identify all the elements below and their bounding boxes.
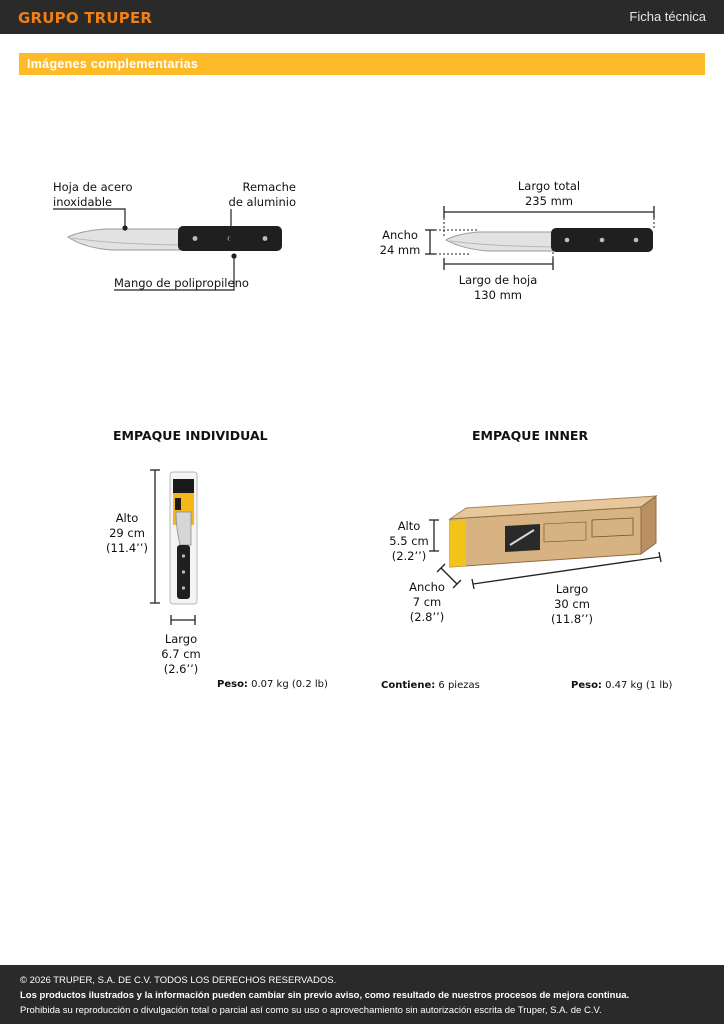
inner-width-label: Ancho 7 cm (2.8’’): [409, 580, 445, 624]
individual-weight: Peso: 0.07 kg (0.2 lb): [217, 679, 328, 690]
document-type: Ficha técnica: [629, 9, 706, 24]
inner-length-label: Largo 30 cm (11.8’’): [551, 582, 593, 626]
blade-label: Hoja de acero inoxidable: [53, 180, 133, 209]
rivet-icon: [193, 236, 198, 241]
individual-package-illustration: [150, 470, 197, 625]
width-label: Ancho 24 mm: [379, 228, 421, 257]
footer-legal: Prohibida su reproducción o divulgación total o parcial así como su uso o aprovechamiento sin autorización escrita de Truper, S.A. de C.V.: [20, 1005, 602, 1016]
blade-length-label: Largo de hoja 130 mm: [458, 273, 538, 302]
rivet-icon: [263, 236, 268, 241]
knife-dimensions-illustration: [425, 206, 654, 270]
inner-package-illustration: [429, 496, 661, 589]
section-title: Imágenes complementarias: [27, 57, 199, 71]
inner-weight: Peso: 0.47 kg (1 lb): [571, 680, 673, 691]
inner-package-title: EMPAQUE INNER: [472, 428, 589, 443]
footer: [0, 965, 724, 1024]
footer-notice: Los productos ilustrados y la información pueden cambiar sin previo aviso, como resultado de nuestros procesos de mejora continua.: [20, 990, 630, 1001]
individual-package-title: EMPAQUE INDIVIDUAL: [113, 428, 268, 443]
brand-logo: GRUPO TRUPER: [18, 9, 153, 27]
individual-length-label: Largo 6.7 cm (2.6’’): [161, 632, 201, 676]
handle-label: Mango de polipropileno: [114, 276, 249, 290]
footer-copyright: © 2026 TRUPER, S.A. DE C.V. TODOS LOS DERECHOS RESERVADOS.: [20, 975, 337, 986]
individual-height-label: Alto 29 cm (11.4’’): [106, 511, 148, 555]
inner-contents: Contiene: 6 piezas: [381, 680, 480, 691]
rivet-label: Remache de aluminio: [228, 180, 296, 209]
total-length-label: Largo total 235 mm: [517, 179, 581, 208]
inner-height-label: Alto 5.5 cm (2.2’’): [389, 519, 429, 563]
